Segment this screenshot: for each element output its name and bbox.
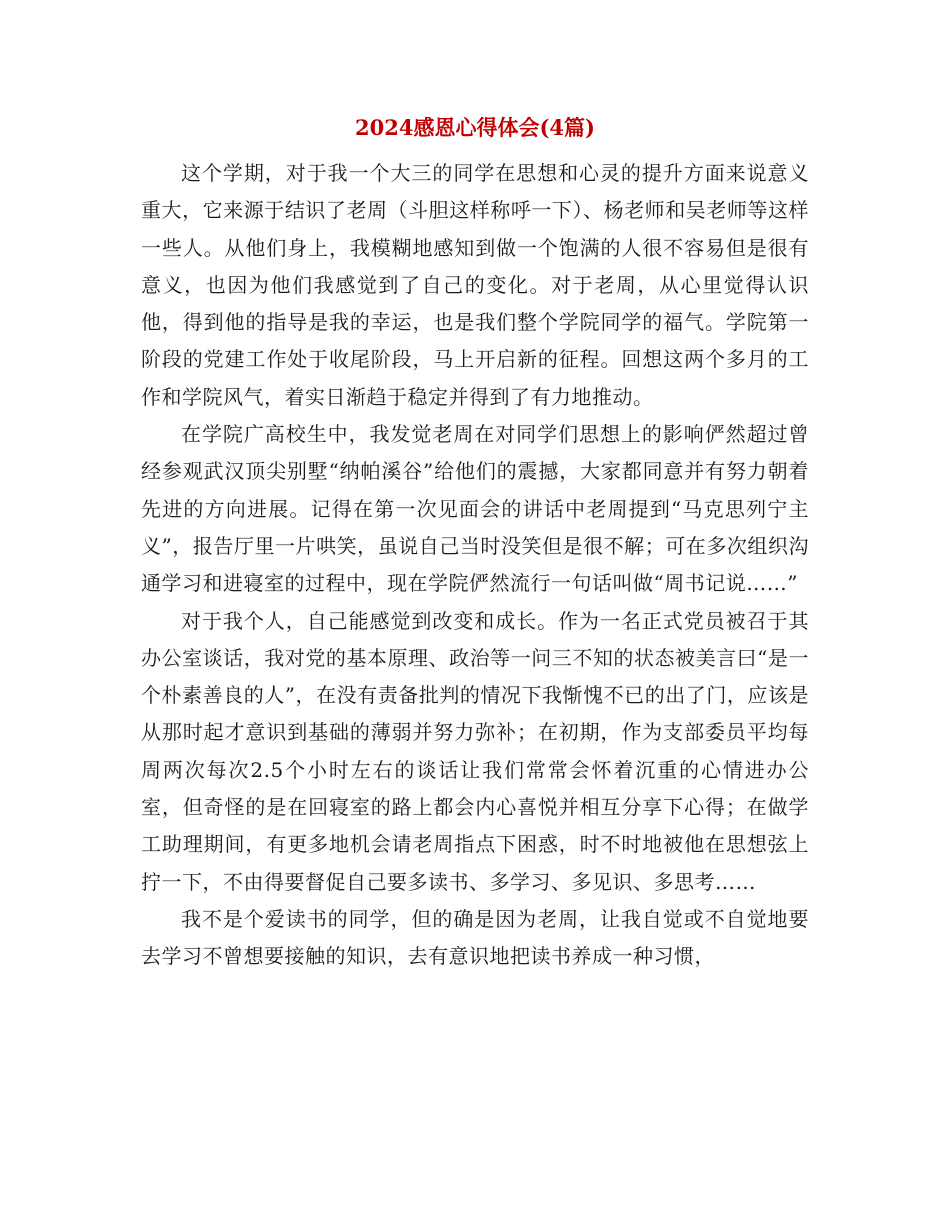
paragraph-2: 在学院广高校生中，我发觉老周在对同学们思想上的影响俨然超过曾经参观武汉顶尖别墅“纳帕溪谷”给他们的震撼，大家都同意并有努力朝着先进的方向进展。记得在第一次见面会的讲话中老周提到“马克思列宁主义”，报告厅里一片哄笑，虽说自己当时没笑但是很不解；可在多次组织沟通学习和进寝室的过程中，现在学院俨然流行一句话叫做“周书记说……” bbox=[141, 422, 809, 596]
paragraph-4: 我不是个爱读书的同学，但的确是因为老周，让我自觉或不自觉地要去学习不曾想要接触的知识，去有意识地把读书养成一种习惯， bbox=[141, 906, 809, 969]
document-body bbox=[141, 155, 809, 976]
document-title: 2024感恩心得体会(4篇) bbox=[355, 115, 595, 140]
paragraph-3: 对于我个人，自己能感觉到改变和成长。作为一名正式党员被召于其办公室谈话，我对党的基本原理、政治等一问三不知的状态被美言曰“是一个朴素善良的人”，在没有责备批判的情况下我惭愧不已的出了门，应该是从那时起才意识到基础的薄弱并努力弥补；在初期，作为支部委员平均每周两次每次2.5个小时左右的谈话让我们常常会怀着沉重的心情进办公室，但奇怪的是在回寝室的路上都会内心喜悦并相互分享下心得；在做学工助理期间，有更多地机会请老周指点下困惑，时不时地被他在思想弦上拧一下，不由得要督促自己要多读书、多学习、多见识、多思考…… bbox=[141, 608, 809, 894]
paragraph-1: 这个学期，对于我一个大三的同学在思想和心灵的提升方面来说意义重大，它来源于结识了老周（斗胆这样称呼一下）、杨老师和吴老师等这样一些人。从他们身上，我模糊地感知到做一个饱满的人很不容易但是很有意义，也因为他们我感觉到了自己的变化。对于老周，从心里觉得认识他，得到他的指导是我的幸运，也是我们整个学院同学的福气。学院第一阶段的党建工作处于收尾阶段，马上开启新的征程。回想这两个多月的工作和学院风气，着实日渐趋于稳定并得到了有力地推动。 bbox=[141, 161, 809, 409]
